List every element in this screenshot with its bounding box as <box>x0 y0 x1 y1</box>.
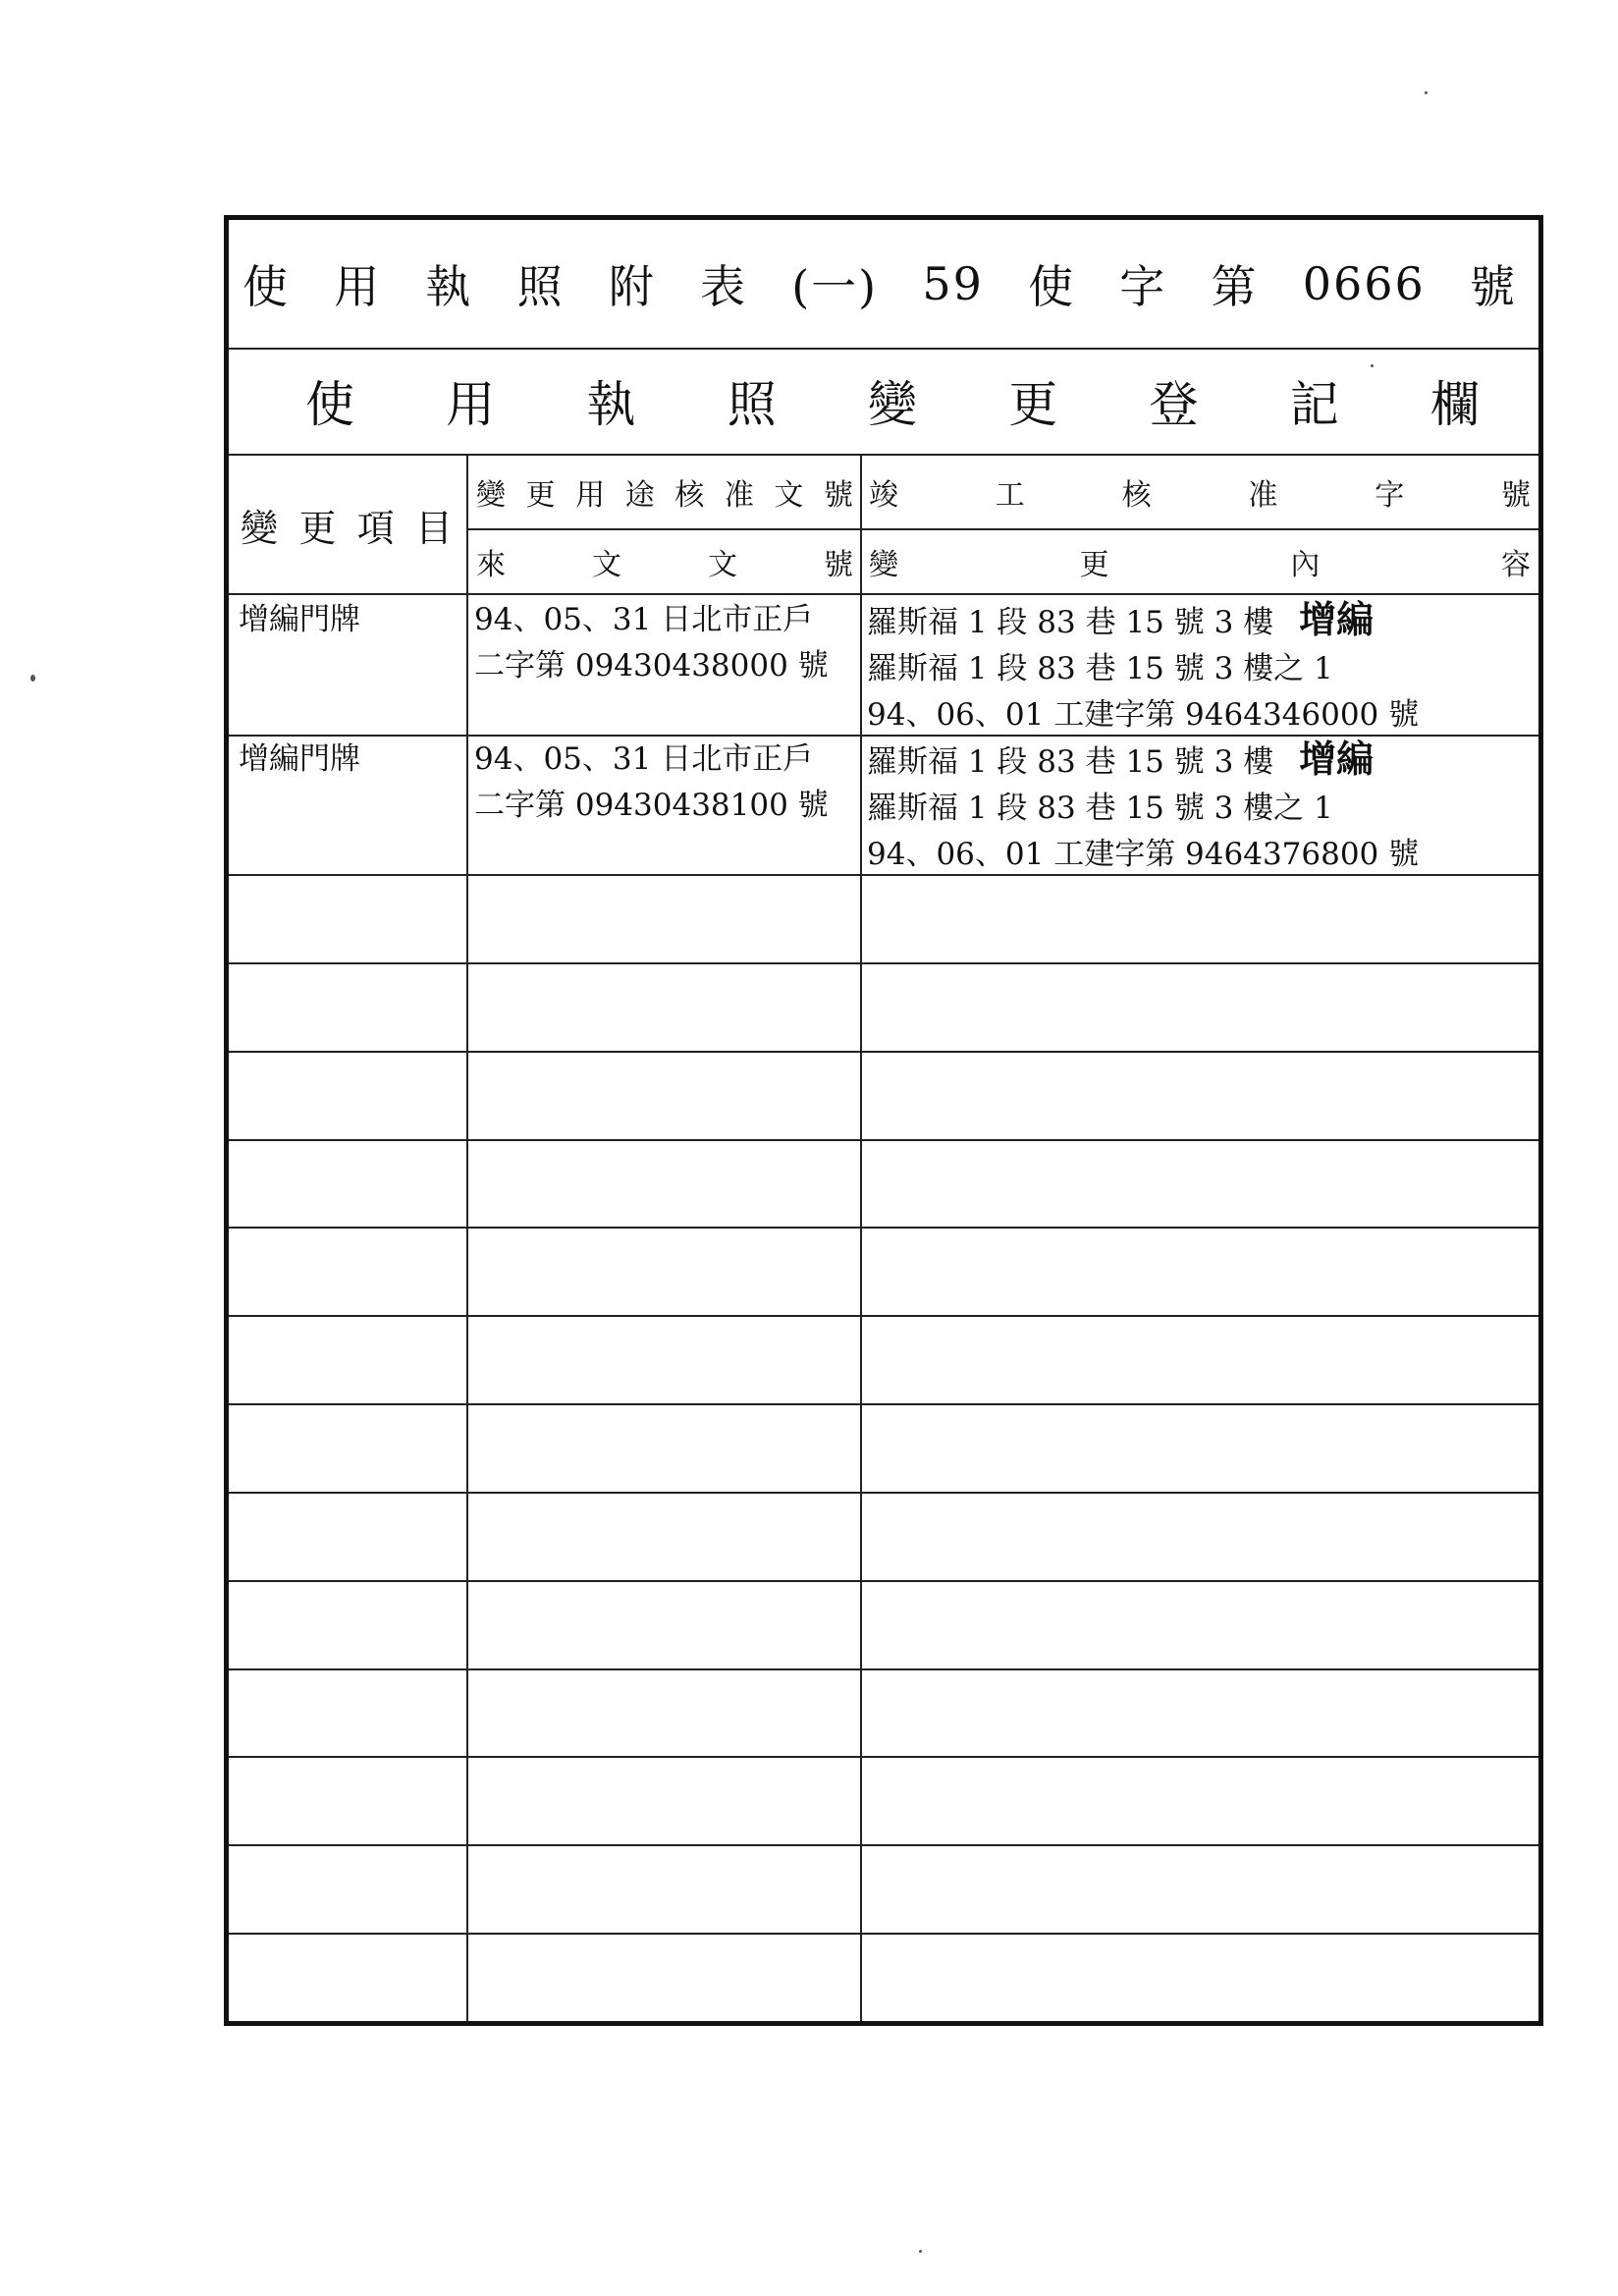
title-char: 用 <box>334 260 382 313</box>
scan-speck <box>1425 91 1428 94</box>
empty-row-separator <box>229 1580 1538 1582</box>
table-row-2-content <box>867 737 1537 878</box>
empty-row-separator <box>229 962 1538 964</box>
doc-number-line: 94、05、31 日北市正戶 <box>474 741 814 777</box>
column-divider <box>860 454 862 2021</box>
title-char: 使 <box>1028 260 1076 313</box>
header-char: 途 <box>624 478 655 513</box>
header-char: 准 <box>1248 478 1278 513</box>
completion-approval-number: 94、06、01 工建字第 9464376800 號 <box>867 837 1420 872</box>
header-char: 變 <box>241 506 279 550</box>
heading-char: 變 <box>868 376 917 433</box>
heading-char: 用 <box>446 376 496 433</box>
doc-number-line: 94、05、31 日北市正戶 <box>474 602 814 637</box>
header-change-content <box>863 530 1537 593</box>
header-char: 號 <box>1500 478 1531 513</box>
header-char: 目 <box>414 506 453 550</box>
header-char: 來 <box>476 548 506 582</box>
header-char: 容 <box>1500 548 1531 582</box>
header-char: 內 <box>1290 548 1321 582</box>
heading-char: 執 <box>586 376 636 433</box>
header-char: 准 <box>724 478 754 513</box>
table-row-1-doc <box>474 597 859 689</box>
header-char: 更 <box>298 506 337 550</box>
scan-speck <box>1371 364 1374 367</box>
empty-row-separator <box>229 1315 1538 1317</box>
permit-year: 59 <box>922 257 984 310</box>
permit-number: 0666 <box>1302 257 1426 310</box>
change-item-text: 增編門牌 <box>239 741 360 777</box>
header-char: 變 <box>869 548 898 582</box>
title-char: 照 <box>516 260 565 313</box>
header-char: 更 <box>525 478 556 513</box>
header-char: 核 <box>1121 478 1152 513</box>
header-change-item <box>233 456 466 593</box>
header-char: 文 <box>592 548 621 582</box>
heading-char: 登 <box>1149 376 1199 433</box>
header-char: 用 <box>575 478 606 513</box>
header-char: 號 <box>823 478 853 513</box>
scan-speck <box>30 675 35 682</box>
header-char: 文 <box>708 548 737 582</box>
heading-char: 使 <box>305 376 354 433</box>
old-address: 羅斯福 1 段 83 巷 15 號 3 樓 <box>867 605 1274 640</box>
heading-char: 更 <box>1008 376 1058 433</box>
title-char: 表 <box>700 260 748 313</box>
title-char: 執 <box>425 260 473 313</box>
new-address: 羅斯福 1 段 83 巷 15 號 3 樓之 1 <box>867 651 1333 686</box>
table-row-1-content <box>867 597 1537 738</box>
title-char: 號 <box>1469 260 1517 313</box>
column-divider <box>466 454 468 2021</box>
empty-row-separator <box>229 1756 1538 1758</box>
header-char: 工 <box>995 478 1025 513</box>
new-address: 羅斯福 1 段 83 巷 15 號 3 樓之 1 <box>867 791 1333 826</box>
empty-row-separator <box>229 1933 1538 1935</box>
completion-approval-number: 94、06、01 工建字第 9464346000 號 <box>867 697 1420 733</box>
empty-row-separator <box>229 1844 1538 1846</box>
doc-number-line: 二字第 09430438100 號 <box>474 788 829 823</box>
old-address: 羅斯福 1 段 83 巷 15 號 3 樓 <box>867 744 1274 780</box>
table-row-2-item <box>237 737 466 783</box>
title-char: 附 <box>608 260 656 313</box>
header-char: 更 <box>1079 548 1109 582</box>
empty-row-separator <box>229 1227 1538 1229</box>
doc-number-line: 二字第 09430438000 號 <box>474 648 829 683</box>
header-char: 核 <box>674 478 705 513</box>
title-char: 使 <box>243 260 290 313</box>
scan-speck <box>919 2250 922 2253</box>
heading-char: 欄 <box>1430 376 1480 433</box>
header-char: 號 <box>824 548 853 582</box>
header-char: 字 <box>1375 478 1405 513</box>
table-row-1-item <box>237 597 466 643</box>
empty-row-separator <box>229 1492 1538 1494</box>
header-char: 項 <box>356 506 395 550</box>
added-number-stamp: 增編 <box>1299 738 1375 781</box>
empty-row-separator <box>229 1668 1538 1670</box>
table-row-2-doc <box>474 737 859 829</box>
header-incoming-doc-number <box>470 530 859 593</box>
header-char: 竣 <box>869 478 898 513</box>
title-char: (一) <box>791 260 879 313</box>
title-char: 第 <box>1211 260 1259 313</box>
heading-char: 照 <box>727 376 777 433</box>
title-char: 字 <box>1119 260 1167 313</box>
header-approval-doc-number <box>470 456 859 528</box>
empty-row-separator <box>229 1403 1538 1405</box>
section-heading <box>229 348 1538 454</box>
header-completion-approval-number <box>863 456 1537 528</box>
document-title <box>229 220 1538 348</box>
heading-char: 記 <box>1289 376 1339 433</box>
empty-row-separator <box>229 1139 1538 1141</box>
empty-row-separator <box>229 1051 1538 1053</box>
usage-permit-appendix-table <box>224 215 1543 2026</box>
added-number-stamp: 增編 <box>1299 598 1375 641</box>
header-char: 文 <box>774 478 804 513</box>
header-char: 變 <box>476 478 506 513</box>
change-item-text: 增編門牌 <box>239 602 360 637</box>
